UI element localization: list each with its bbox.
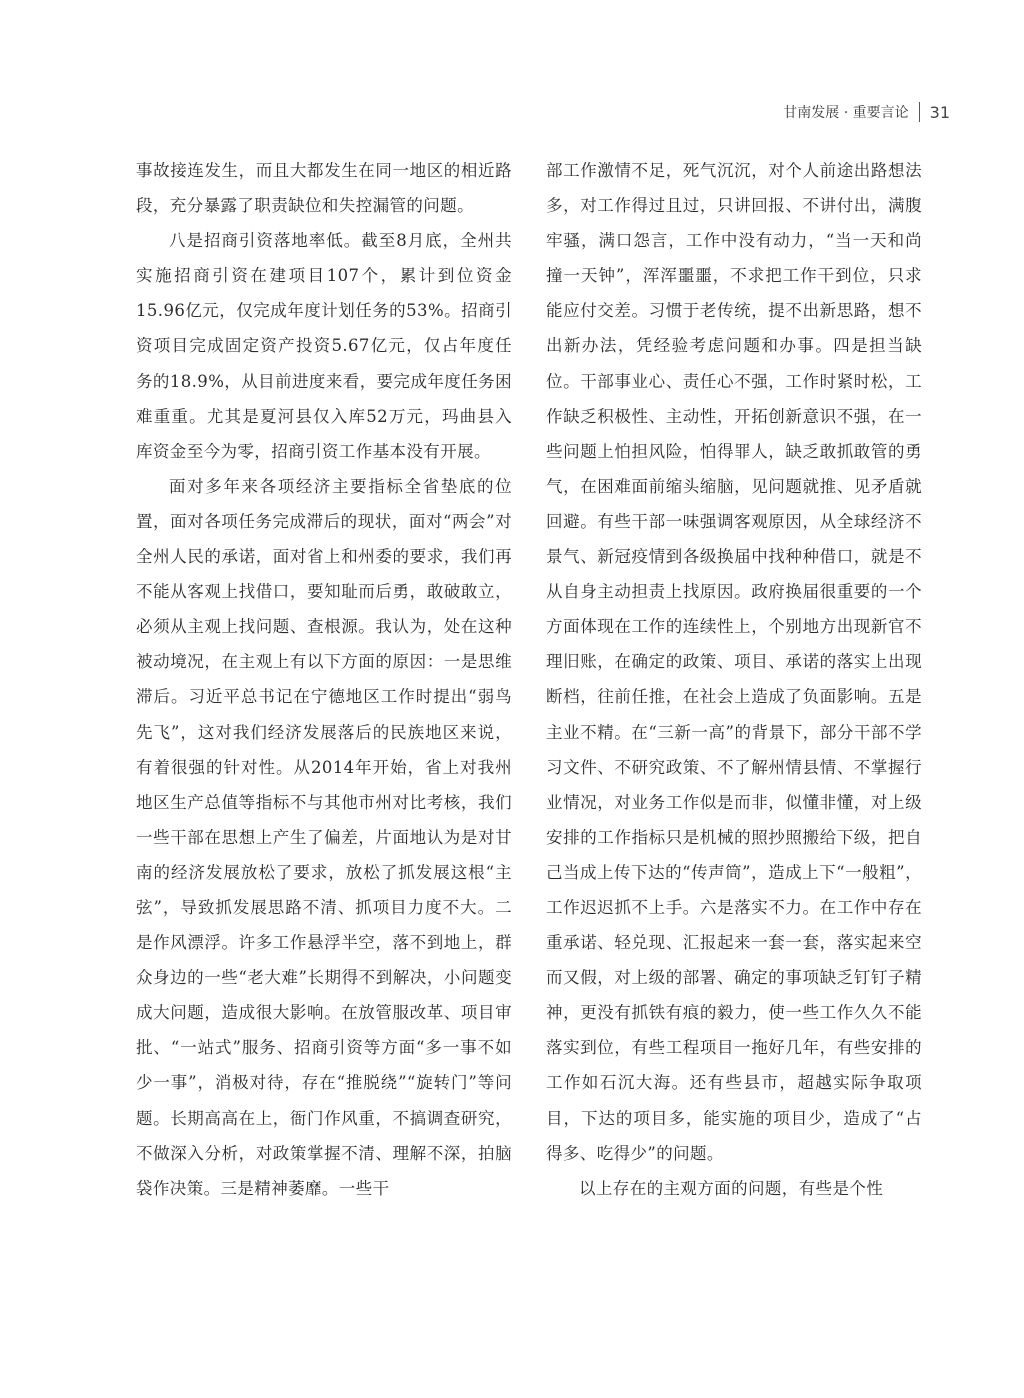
paragraph: 八是招商引资落地率低。截至8月底，全州共实施招商引资在建项目107个，累计到位资金15.96亿元，仅完成年度计划任务的53%。招商引资项目完成固定资产投资5.67亿元，仅占年度任务的18.9%，从目前进度来看，要完成年度任务困难重重。尤其是夏河县仅入库52万元，玛曲县入库资金至今为零，招商引资工作基本没有开展。	[136, 231, 512, 461]
left-text-column	[136, 153, 512, 1206]
page-number: 31	[929, 102, 950, 122]
running-header	[783, 100, 950, 124]
paragraph: 部工作激情不足，死气沉沉，对个人前途出路想法多，对工作得过且过，只讲回报、不讲付出，满腹牢骚，满口怨言，工作中没有动力，“当一天和尚撞一天钟”，浑浑噩噩，不求把工作干到位，只求能应付交差。习惯于老传统，提不出新思路，想不出新办法，凭经验考虑问题和办事。四是担当缺位。干部事业心、责任心不强，工作时紧时松，工作缺乏积极性、主动性，开拓创新意识不强，在一些问题上怕担风险，怕得罪人，缺乏敢抓敢管的勇气，在困难面前缩头缩脑，见问题就推、见矛盾就回避。有些干部一味强调客观原因，从全球经济不景气、新冠疫情到各级换届中找种种借口，就是不从自身主动担责上找原因。政府换届很重要的一个方面体现在工作的连续性上，个别地方出现新官不理旧账，在确定的政策、项目、承诺的落实上出现断档，往前任推，在社会上造成了负面影响。五是主业不精。在“三新一高”的背景下，部分干部不学习文件、不研究政策、不了解州情县情、不掌握行业情况，对业务工作似是而非，似懂非懂，对上级安排的工作指标只是机械的照抄照搬给下级，把自己当成上传下达的“传声筒”，造成上下“一般粗”，工作迟迟抓不上手。六是落实不力。在工作中存在重承诺、轻兑现、汇报起来一套一套，落实起来空而又假，对上级的部署、确定的事项缺乏钉钉子精神，更没有抓铁有痕的毅力，使一些工作久久不能落实到位，有些工程项目一拖好几年，有些安排的工作如石沉大海。还有些县市，超越实际争取项目，下达的项目多，能实施的项目少，造成了“占得多、吃得少”的问题。	[546, 161, 922, 1163]
header-divider	[919, 102, 920, 122]
paragraph: 面对多年来各项经济主要指标全省垫底的位置，面对各项任务完成滞后的现状，面对“两会”对全州人民的承诺，面对省上和州委的要求，我们再不能从客观上找借口，要知耻而后勇，敢破敢立，必须从主观上找问题、查根源。我认为，处在这种被动境况，在主观上有以下方面的原因：一是思维滞后。习近平总书记在宁德地区工作时提出“弱鸟先飞”，这对我们经济发展落后的民族地区来说，有着很强的针对性。从2014年开始，省上对我州地区生产总值等指标不与其他市州对比考核，我们一些干部在思想上产生了偏差，片面地认为是对甘南的经济发展放松了要求，放松了抓发展这根“主弦”，导致抓发展思路不清、抓项目力度不大。二是作风漂浮。许多工作悬浮半空，落不到地上，群众身边的一些“老大难”长期得不到解决，小问题变成大问题，造成很大影响。在放管服改革、项目审批、“一站式”服务、招商引资等方面“多一事不如少一事”，消极对待，存在“推脱绕”“旋转门”等问题。长期高高在上，衙门作风重，不搞调查研究，不做深入分析，对政策掌握不清、理解不深，拍脑袋作决策。三是精神萎靡。一些干	[136, 476, 512, 1198]
right-text-column	[546, 153, 922, 1206]
paragraph: 以上存在的主观方面的问题，有些是个性	[579, 1178, 884, 1198]
section-title: 甘南发展 · 重要言论	[783, 105, 909, 121]
paragraph: 事故接连发生，而且大都发生在同一地区的相近路段，充分暴露了职责缺位和失控漏管的问题。	[136, 161, 512, 216]
